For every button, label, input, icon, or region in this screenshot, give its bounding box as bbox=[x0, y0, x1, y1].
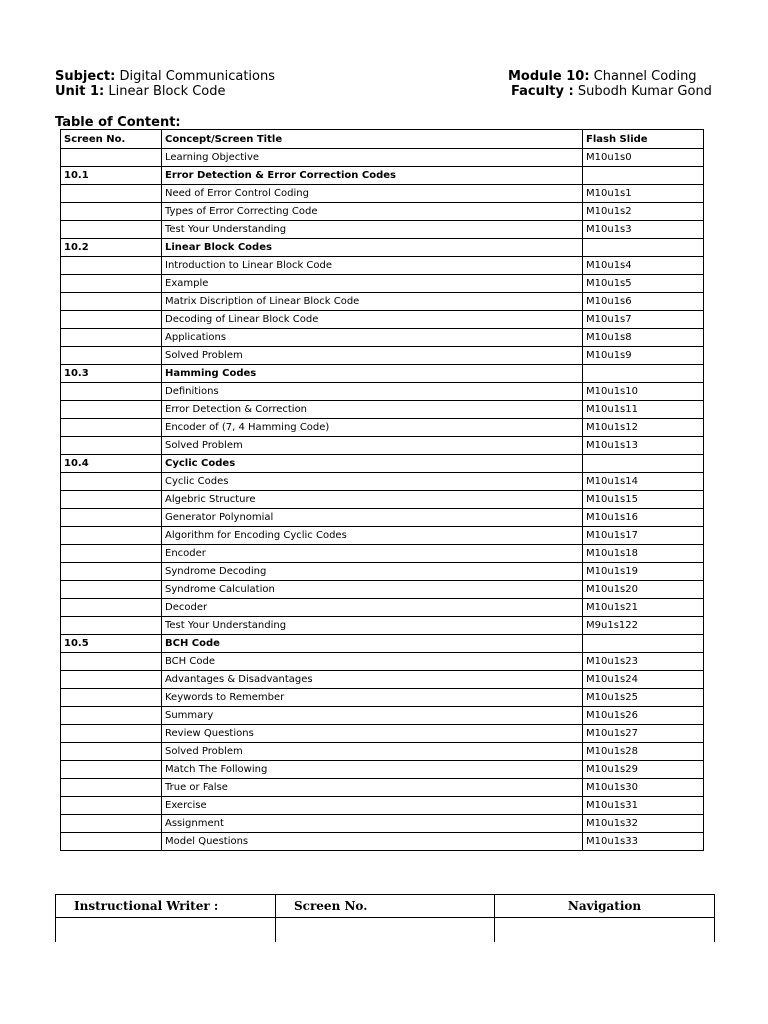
screen-no-cell bbox=[61, 617, 162, 635]
flash-slide-cell: M10u1s30 bbox=[583, 779, 704, 797]
table-row bbox=[61, 185, 704, 203]
flash-slide-cell: M10u1s9 bbox=[583, 347, 704, 365]
screen-no-cell bbox=[61, 725, 162, 743]
table-row bbox=[61, 221, 704, 239]
flash-slide-cell: M10u1s24 bbox=[583, 671, 704, 689]
footer-table bbox=[55, 894, 715, 942]
footer-header-row bbox=[56, 895, 715, 918]
screen-no-cell bbox=[61, 419, 162, 437]
screen-no-cell: 10.4 bbox=[61, 455, 162, 473]
title-cell: Solved Problem bbox=[162, 347, 583, 365]
screen-no-cell bbox=[61, 311, 162, 329]
title-cell: Solved Problem bbox=[162, 743, 583, 761]
section-row bbox=[61, 455, 704, 473]
screen-no-cell: 10.3 bbox=[61, 365, 162, 383]
section-row bbox=[61, 365, 704, 383]
screen-no-cell bbox=[61, 275, 162, 293]
screen-no-cell: 10.5 bbox=[61, 635, 162, 653]
title-cell: Exercise bbox=[162, 797, 583, 815]
title-cell: Error Detection & Error Correction Codes bbox=[162, 167, 583, 185]
flash-slide-cell: M10u1s20 bbox=[583, 581, 704, 599]
table-row bbox=[61, 419, 704, 437]
flash-slide-cell: M10u1s4 bbox=[583, 257, 704, 275]
flash-slide-cell: M10u1s26 bbox=[583, 707, 704, 725]
flash-slide-cell: M10u1s18 bbox=[583, 545, 704, 563]
screen-no-cell bbox=[61, 653, 162, 671]
faculty-line bbox=[511, 84, 712, 99]
screen-no-cell bbox=[61, 509, 162, 527]
screen-no-cell bbox=[61, 815, 162, 833]
title-cell: Match The Following bbox=[162, 761, 583, 779]
title-cell: Cyclic Codes bbox=[162, 473, 583, 491]
footer-cell bbox=[56, 918, 276, 943]
flash-slide-cell: M10u1s14 bbox=[583, 473, 704, 491]
screen-no-cell bbox=[61, 221, 162, 239]
screen-no-cell bbox=[61, 689, 162, 707]
footer-blank-row bbox=[56, 918, 715, 943]
flash-slide-cell: M10u1s8 bbox=[583, 329, 704, 347]
screen-no-cell bbox=[61, 293, 162, 311]
table-row bbox=[61, 311, 704, 329]
title-cell: Need of Error Control Coding bbox=[162, 185, 583, 203]
title-cell: Example bbox=[162, 275, 583, 293]
screen-no-cell bbox=[61, 563, 162, 581]
flash-slide-cell: M10u1s23 bbox=[583, 653, 704, 671]
table-row bbox=[61, 833, 704, 851]
title-cell: Generator Polynomial bbox=[162, 509, 583, 527]
screen-no-cell bbox=[61, 257, 162, 275]
footer-cell bbox=[276, 918, 495, 943]
flash-slide-cell: M10u1s12 bbox=[583, 419, 704, 437]
table-row bbox=[61, 329, 704, 347]
title-cell: Encoder of (7, 4 Hamming Code) bbox=[162, 419, 583, 437]
flash-slide-cell: M10u1s17 bbox=[583, 527, 704, 545]
title-cell: Algebric Structure bbox=[162, 491, 583, 509]
flash-slide-cell: M10u1s7 bbox=[583, 311, 704, 329]
table-row bbox=[61, 275, 704, 293]
title-cell: Assignment bbox=[162, 815, 583, 833]
subject-line bbox=[55, 69, 275, 84]
table-row bbox=[61, 257, 704, 275]
title-cell: Syndrome Decoding bbox=[162, 563, 583, 581]
section-row bbox=[61, 635, 704, 653]
screen-no-cell bbox=[61, 185, 162, 203]
subject-label: Subject: bbox=[55, 69, 116, 84]
footer-screen-no: Screen No. bbox=[276, 895, 495, 918]
title-cell: Error Detection & Correction bbox=[162, 401, 583, 419]
flash-slide-cell: M10u1s19 bbox=[583, 563, 704, 581]
screen-no-cell bbox=[61, 329, 162, 347]
screen-no-cell bbox=[61, 473, 162, 491]
flash-slide-cell: M10u1s1 bbox=[583, 185, 704, 203]
faculty-value: Subodh Kumar Gond bbox=[577, 84, 712, 99]
flash-slide-cell: M9u1s122 bbox=[583, 617, 704, 635]
flash-slide-cell: M10u1s16 bbox=[583, 509, 704, 527]
screen-no-cell bbox=[61, 203, 162, 221]
toc-table bbox=[60, 129, 704, 851]
screen-no-cell bbox=[61, 149, 162, 167]
screen-no-cell bbox=[61, 761, 162, 779]
flash-slide-cell: M10u1s31 bbox=[583, 797, 704, 815]
title-cell: Test Your Understanding bbox=[162, 221, 583, 239]
header-concept-title: Concept/Screen Title bbox=[162, 130, 583, 149]
screen-no-cell bbox=[61, 797, 162, 815]
table-row bbox=[61, 149, 704, 167]
table-row bbox=[61, 581, 704, 599]
toc-title: Table of Content: bbox=[55, 115, 181, 130]
table-row bbox=[61, 383, 704, 401]
flash-slide-cell: M10u1s5 bbox=[583, 275, 704, 293]
title-cell: Cyclic Codes bbox=[162, 455, 583, 473]
screen-no-cell bbox=[61, 401, 162, 419]
header-screen-no: Screen No. bbox=[61, 130, 162, 149]
title-cell: Applications bbox=[162, 329, 583, 347]
table-row bbox=[61, 563, 704, 581]
flash-slide-cell: M10u1s32 bbox=[583, 815, 704, 833]
flash-slide-cell: M10u1s11 bbox=[583, 401, 704, 419]
flash-slide-cell: M10u1s27 bbox=[583, 725, 704, 743]
table-row bbox=[61, 707, 704, 725]
table-row bbox=[61, 653, 704, 671]
table-row bbox=[61, 599, 704, 617]
unit-line bbox=[55, 84, 226, 99]
screen-no-cell bbox=[61, 527, 162, 545]
title-cell: Linear Block Codes bbox=[162, 239, 583, 257]
table-row bbox=[61, 815, 704, 833]
screen-no-cell bbox=[61, 383, 162, 401]
table-row bbox=[61, 761, 704, 779]
screen-no-cell bbox=[61, 743, 162, 761]
screen-no-cell bbox=[61, 347, 162, 365]
table-row bbox=[61, 509, 704, 527]
title-cell: Encoder bbox=[162, 545, 583, 563]
table-row bbox=[61, 545, 704, 563]
table-row bbox=[61, 725, 704, 743]
title-cell: Syndrome Calculation bbox=[162, 581, 583, 599]
title-cell: Summary bbox=[162, 707, 583, 725]
table-row bbox=[61, 437, 704, 455]
title-cell: Definitions bbox=[162, 383, 583, 401]
screen-no-cell bbox=[61, 671, 162, 689]
header-flash-slide: Flash Slide bbox=[583, 130, 704, 149]
module-value: Channel Coding bbox=[593, 69, 697, 84]
table-row bbox=[61, 689, 704, 707]
flash-slide-cell bbox=[583, 635, 704, 653]
flash-slide-cell: M10u1s15 bbox=[583, 491, 704, 509]
title-cell: Advantages & Disadvantages bbox=[162, 671, 583, 689]
table-row bbox=[61, 527, 704, 545]
flash-slide-cell: M10u1s13 bbox=[583, 437, 704, 455]
title-cell: BCH Code bbox=[162, 635, 583, 653]
table-row bbox=[61, 779, 704, 797]
flash-slide-cell bbox=[583, 365, 704, 383]
flash-slide-cell bbox=[583, 167, 704, 185]
title-cell: Model Questions bbox=[162, 833, 583, 851]
flash-slide-cell: M10u1s29 bbox=[583, 761, 704, 779]
footer-cell bbox=[495, 918, 715, 943]
screen-no-cell bbox=[61, 491, 162, 509]
title-cell: Introduction to Linear Block Code bbox=[162, 257, 583, 275]
screen-no-cell bbox=[61, 599, 162, 617]
title-cell: Hamming Codes bbox=[162, 365, 583, 383]
table-row bbox=[61, 347, 704, 365]
title-cell: True or False bbox=[162, 779, 583, 797]
table-row bbox=[61, 797, 704, 815]
module-label: Module 10: bbox=[508, 69, 590, 84]
title-cell: Solved Problem bbox=[162, 437, 583, 455]
flash-slide-cell: M10u1s25 bbox=[583, 689, 704, 707]
flash-slide-cell: M10u1s33 bbox=[583, 833, 704, 851]
screen-no-cell: 10.2 bbox=[61, 239, 162, 257]
title-cell: Learning Objective bbox=[162, 149, 583, 167]
title-cell: Decoder bbox=[162, 599, 583, 617]
screen-no-cell bbox=[61, 779, 162, 797]
footer-navigation: Navigation bbox=[495, 895, 715, 918]
title-cell: BCH Code bbox=[162, 653, 583, 671]
table-row bbox=[61, 401, 704, 419]
flash-slide-cell bbox=[583, 239, 704, 257]
flash-slide-cell: M10u1s2 bbox=[583, 203, 704, 221]
title-cell: Types of Error Correcting Code bbox=[162, 203, 583, 221]
toc-body bbox=[61, 149, 704, 851]
toc-header-row bbox=[61, 130, 704, 149]
flash-slide-cell: M10u1s3 bbox=[583, 221, 704, 239]
screen-no-cell: 10.1 bbox=[61, 167, 162, 185]
flash-slide-cell bbox=[583, 455, 704, 473]
title-cell: Decoding of Linear Block Code bbox=[162, 311, 583, 329]
section-row bbox=[61, 239, 704, 257]
unit-label: Unit 1: bbox=[55, 84, 105, 99]
screen-no-cell bbox=[61, 437, 162, 455]
screen-no-cell bbox=[61, 833, 162, 851]
title-cell: Test Your Understanding bbox=[162, 617, 583, 635]
flash-slide-cell: M10u1s28 bbox=[583, 743, 704, 761]
flash-slide-cell: M10u1s10 bbox=[583, 383, 704, 401]
screen-no-cell bbox=[61, 707, 162, 725]
screen-no-cell bbox=[61, 581, 162, 599]
title-cell: Algorithm for Encoding Cyclic Codes bbox=[162, 527, 583, 545]
screen-no-cell bbox=[61, 545, 162, 563]
module-line bbox=[508, 69, 697, 84]
faculty-label: Faculty : bbox=[511, 84, 574, 99]
title-cell: Review Questions bbox=[162, 725, 583, 743]
flash-slide-cell: M10u1s21 bbox=[583, 599, 704, 617]
table-row bbox=[61, 617, 704, 635]
table-row bbox=[61, 293, 704, 311]
footer-instructional-writer: Instructional Writer : bbox=[56, 895, 276, 918]
table-row bbox=[61, 491, 704, 509]
title-cell: Keywords to Remember bbox=[162, 689, 583, 707]
subject-value: Digital Communications bbox=[119, 69, 275, 84]
flash-slide-cell: M10u1s0 bbox=[583, 149, 704, 167]
table-row bbox=[61, 743, 704, 761]
section-row bbox=[61, 167, 704, 185]
table-row bbox=[61, 671, 704, 689]
table-row bbox=[61, 473, 704, 491]
table-row bbox=[61, 203, 704, 221]
unit-value: Linear Block Code bbox=[108, 84, 226, 99]
title-cell: Matrix Discription of Linear Block Code bbox=[162, 293, 583, 311]
flash-slide-cell: M10u1s6 bbox=[583, 293, 704, 311]
